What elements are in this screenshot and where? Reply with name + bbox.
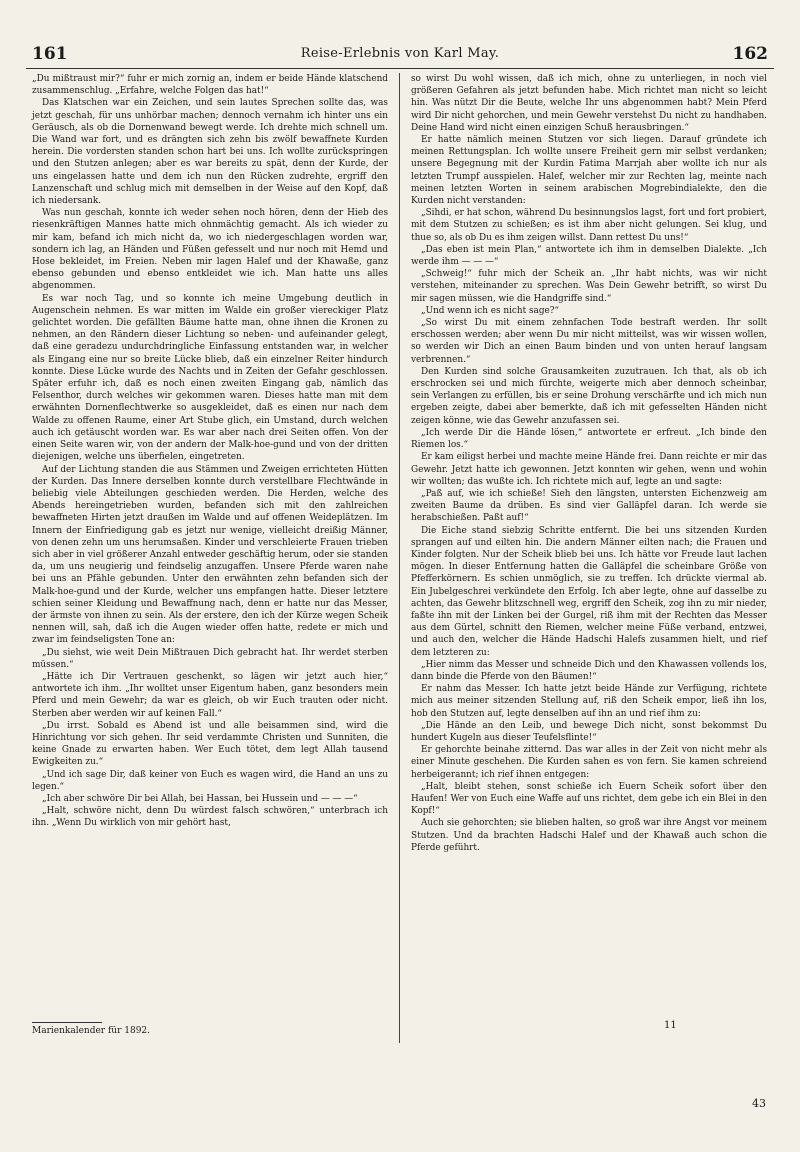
paragraph: so wirst Du wohl wissen, daß ich mich, ohne zu unterliegen, in noch viel größeren Gefahren als jetzt befunden habe. Mich richtet man nicht so leicht hin. Was nützt Dir die Beute, welche Ihr uns abgenommen habt? Mein Pferd wird Dir nicht gehorchen, und mein Gewehr verstehst Du nicht zu handhaben. Deine Hand wird nicht einen einzigen Schuß herausbringen.“ — [411, 74, 767, 133]
paragraph: „Du irrst. Sobald es Abend ist und alle beisammen sind, wird die Hinrichtung vor sich gehen. Ihr seid verdammte Christen und Sunniten, die keine Gnade zu erwarten haben. Wer Euch tötet, dem legt Allah tausend Ewigkeiten zu.“ — [32, 720, 388, 768]
left-column — [32, 73, 388, 830]
paragraph: „Ich aber schwöre Dir bei Allah, bei Hassan, bei Hussein und — — —“ — [42, 793, 358, 804]
paragraph: „Ich werde Dir die Hände lösen,“ antwortete er erfreut. „Ich binde den Riemen los.“ — [411, 427, 767, 451]
paragraph: Auch sie gehorchten; sie blieben halten, so groß war ihre Angst vor meinem Stutzen. Und da brachten Hadschi Halef und der Khawaß auch schon die Pferde geführt. — [411, 818, 767, 853]
paragraph: „Das eben ist mein Plan,“ antwortete ich ihm in demselben Dialekte. „Ich werde ihm — — —“ — [411, 244, 767, 268]
paragraph: Er nahm das Messer. Ich hatte jetzt beide Hände zur Verfügung, richtete mich aus meiner sitzenden Stellung auf, riß den Scheik empor, ließ ihn los, hob den Stutzen auf, legte denselben auf ihn an und rief ihm zu: — [411, 684, 767, 719]
paragraph: Das Klatschen war ein Zeichen, und sein lautes Sprechen sollte das, was jetzt geschah, für uns unhörbar machen; dennoch vernahm ich hinter uns ein Geräusch, als ob die Dornenwand bewegt werde. Ich drehte mich schnell um. Die Wand war fort, und es drängten sich zehn bis zwölf bewaffnete Kurden herein. Die vordersten standen schon hart bei uns. Ich wollte zurückspringen und den Stutzen anlegen; aber es war bereits zu spät, denn der Kurde, der uns eingelassen hatte und dem ich nun den Rücken zudrehte, ergriff den Lanzenschaft und schlug mich mit demselben in der Weise auf den Kopf, daß ich niedersank. — [32, 98, 388, 207]
folio-number: 43 — [752, 1097, 766, 1110]
paragraph: „Hätte ich Dir Vertrauen geschenkt, so lägen wir jetzt auch hier,“ antwortete ich ihm. „Ihr wolltet unser Eigentum haben, ganz besonders mein Pferd und mein Gewehr; da war es gleich, ob wir Euch trauten oder nicht. Sterben aber werden wir auf keinen Fall.“ — [32, 671, 388, 719]
paragraph: Er kam eiligst herbei und machte meine Hände frei. Dann reichte er mir das Gewehr. Jetzt hatte ich gewonnen. Jetzt konnten wir gehen, wenn und wohin wir wollten; das wußte ich. Ich richtete mich auf, legte an und sagte: — [411, 452, 767, 487]
paragraph: „Hier nimm das Messer und schneide Dich und den Khawassen vollends los, dann binde die Pferde von den Bäumen!“ — [411, 659, 767, 682]
right-column — [411, 73, 767, 854]
paragraph: Er hatte nämlich meinen Stutzen vor sich liegen. Darauf gründete ich meinen Rettungsplan. Ich wollte unsere Freiheit gern mir selbst verdanken; unsere Begegnung mit der Kurdin Fatima Marrjah aber wollte ich nur als letzten Trumpf ausspielen. Halef, welcher mir zur Rechten lag, meinte nach meinen letzten Worten in seinem arabischen Mogrebindialekte, den die Kurden nicht verstanden: — [411, 135, 767, 207]
paragraph: „Und wenn ich es nicht sage?“ — [421, 305, 560, 316]
paragraph: „Schweig!“ fuhr mich der Scheik an. „Ihr habt nichts, was wir nicht verstehen, miteinander zu sprechen. Was Dein Gewehr betrifft, so wirst Du mir sagen müssen, wie die Handgriffe sind.“ — [411, 269, 767, 304]
paragraph: Die Eiche stand siebzig Schritte entfernt. Die bei uns sitzenden Kurden sprangen auf und eilten hin. Die andern Männer eilten nach; die Frauen und Kinder folgten. Nur der Scheik blieb bei uns. Ich hätte vor Freude laut lachen mögen. In dieser Entfernung hatten die Galläpfel die scheinbare Größe von Pfefferkörnern. Es schien unmöglich, sie zu treffen. Ich drückte viermal ab. Ein Jubelgeschrei verkündete den Erfolg. Ich aber legte, ohne auf dasselbe zu achten, das Gewehr blitzschnell weg, ergriff den Scheik, zog ihn zu mir nieder, faßte ihn mit der Linken bei der Gurgel, riß ihm mit der Rechten das Messer aus dem Gürtel, schnitt den Riemen, welcher meine Füße verband, entzwei, und auch den, welcher die Hände Hadschi Halefs zusammen hielt, und rief dem letzteren zu: — [411, 525, 767, 658]
footer-rule — [32, 1022, 102, 1023]
column-divider — [399, 73, 400, 1043]
paragraph: „Du mißtraust mir?“ fuhr er mich zornig an, indem er beide Hände klatschend zusammenschlug. „Erfahre, welche Folgen das hat!“ — [32, 74, 388, 97]
signature-mark: 11 — [664, 1020, 677, 1031]
paragraph: „Du siehst, wie weit Dein Mißtrauen Dich gebracht hat. Ihr werdet sterben müssen.“ — [32, 647, 388, 670]
page-number-right: 162 — [732, 44, 768, 64]
paragraph: Was nun geschah, konnte ich weder sehen noch hören, denn der Hieb des riesenkräftigen Mannes hatte mich ohnmächtig gemacht. Als ich wieder zu mir kam, befand ich mich nicht da, wo ich niedergeschlagen worden war, sondern ich lag, an Händen und Füßen gefesselt und nur noch mit Hemd und Hose bekleidet, im Freien. Neben mir lagen Halef und der Khawaße, ganz ebenso gebunden und ebenso entkleidet wie ich. Man hatte uns alles abgenommen. — [32, 208, 388, 292]
paragraph: Er gehorchte beinahe zitternd. Das war alles in der Zeit von nicht mehr als einer Minute geschehen. Die Kurden sahen es von fern. Sie kamen schreiend herbeigerannt; ich rief ihnen entgegen: — [411, 745, 767, 780]
paragraph: „Halt, schwöre nicht, denn Du würdest falsch schwören,“ unterbrach ich ihn. „Wenn Du wirklich von mir gehört hast, — [32, 806, 388, 829]
header-rule — [26, 68, 774, 69]
paragraph: „Paß auf, wie ich schieße! Sieh den längsten, untersten Eichenzweig am zweiten Baume da drüben. Es sind vier Galläpfel daran. Ich werde sie herabschießen. Paßt auf!“ — [411, 488, 767, 524]
paragraph: „So wirst Du mit einem zehnfachen Tode bestraft werden. Ihr sollt erschossen werden; aber wenn Du mir nicht mitteilst, was wir wissen wollen, so werden wir Dich an einen Baum binden und von unten herauf langsam verbrennen.“ — [411, 318, 767, 365]
paragraph: „Die Hände an den Leib, und bewege Dich nicht, sonst bekommst Du hundert Kugeln aus dieser Teufelsflinte!“ — [411, 720, 767, 743]
paragraph: Es war noch Tag, und so konnte ich meine Umgebung deutlich in Augenschein nehmen. Es war mitten im Walde ein großer viereckiger Platz gelichtet worden. Die gefällten Bäume hatte man, ohne ihnen die Kronen zu nehmen, an den Rändern dieser Lichtung so neben- und aufeinander gelegt, daß eine geradezu undurchdringliche Einfassung entstanden war, in welcher als Eingang eine nur so breite Lücke blieb, daß ein einzelner Reiter hindurch konnte. Diese Lücke wurde des Nachts und in Zeiten der Gefahr geschlossen. Später erfuhr ich, daß es noch einen zweiten Eingang gab, nämlich das Felsenthor, durch welches wir gekommen waren. Dieses hatte man mit dem erwähnten Dornenflechtwerke so ausgekleidet, daß es einen nur nach dem Walde zu offenen Raume, einer Art Stube glich, ein Umstand, durch welchen auch ich getäuscht worden war. Es war aber nach drei Seiten offen. Von der einen Seite waren wir, von der andern der Malk-hoe-gund und von der dritten diejenigen, welche uns überfielen, eingetreten. — [32, 293, 388, 463]
paragraph: „Und ich sage Dir, daß keiner von Euch es wagen wird, die Hand an uns zu legen.“ — [32, 769, 388, 792]
page-number-left: 161 — [32, 44, 68, 64]
paragraph: Auf der Lichtung standen die aus Stämmen und Zweigen errichteten Hütten der Kurden. Das Innere derselben konnte durch verstellbare Flechtwände in beliebig viele Abteilungen geschieden werden. Die Herden, welche des Abends hereingetrieben wurden, befanden sich mit den zahlreichen bewaffneten Hirten jetzt draußen im Walde und auf offenen Weideplätzen. Im Innern der Einfriedigung gab es jetzt nur wenige, vielleicht dreißig Männer, von denen zehn um uns herumsaßen. Kinder und verschleierte Frauen trieben sich aber in viel größerer Anzahl entweder geschäftig herum, oder sie standen da, um uns neugierig und feindselig anzugaffen. Unsere Pferde waren nahe bei uns an Pfähle gebunden. Unter den erwähnten zehn befanden sich der Malk-hoe-gund und der Kurde, welcher uns empfangen hatte. Dieser letztere schien seiner Kleidung und Bewaffnung nach, denn er hatte nur das Messer, der ärmste von ihnen zu sein. Als der erstere, den ich der Kürze wegen Scheik nennen will, sah, daß ich die Augen wieder offen hatte, redete er mich und zwar im feindseligsten Tone an: — [32, 464, 388, 646]
paragraph: Den Kurden sind solche Grausamkeiten zuzutrauen. Ich that, als ob ich erschrocken sei und mich fürchte, weigerte mich aber dennoch scheinbar, sein Verlangen zu erfüllen, bis er seine Drohung verschärfte und ich mich nun ergeben zeigte, dabei aber bemerkte, daß ich mit gefesselten Händen nicht zeigen könne, wie das Gewehr anzufassen sei. — [411, 366, 767, 426]
calendar-note: Marienkalender für 1892. — [32, 1026, 151, 1036]
running-title: Reise-Erlebnis von Karl May. — [300, 46, 500, 61]
paragraph: „Sihdi, er hat schon, während Du besinnungslos lagst, fort und fort probiert, mit dem Stutzen zu schießen; es ist ihm aber nicht gelungen. Sei klug, und thue so, als ob Du es ihm zeigen willst. Dann rettest Du uns!“ — [411, 208, 767, 243]
paragraph: „Halt, bleibt stehen, sonst schieße ich Euern Scheik sofort über den Haufen! Wer von Euch eine Waffe auf uns richtet, dem gebe ich ein Blei in den Kopf!“ — [411, 781, 767, 817]
